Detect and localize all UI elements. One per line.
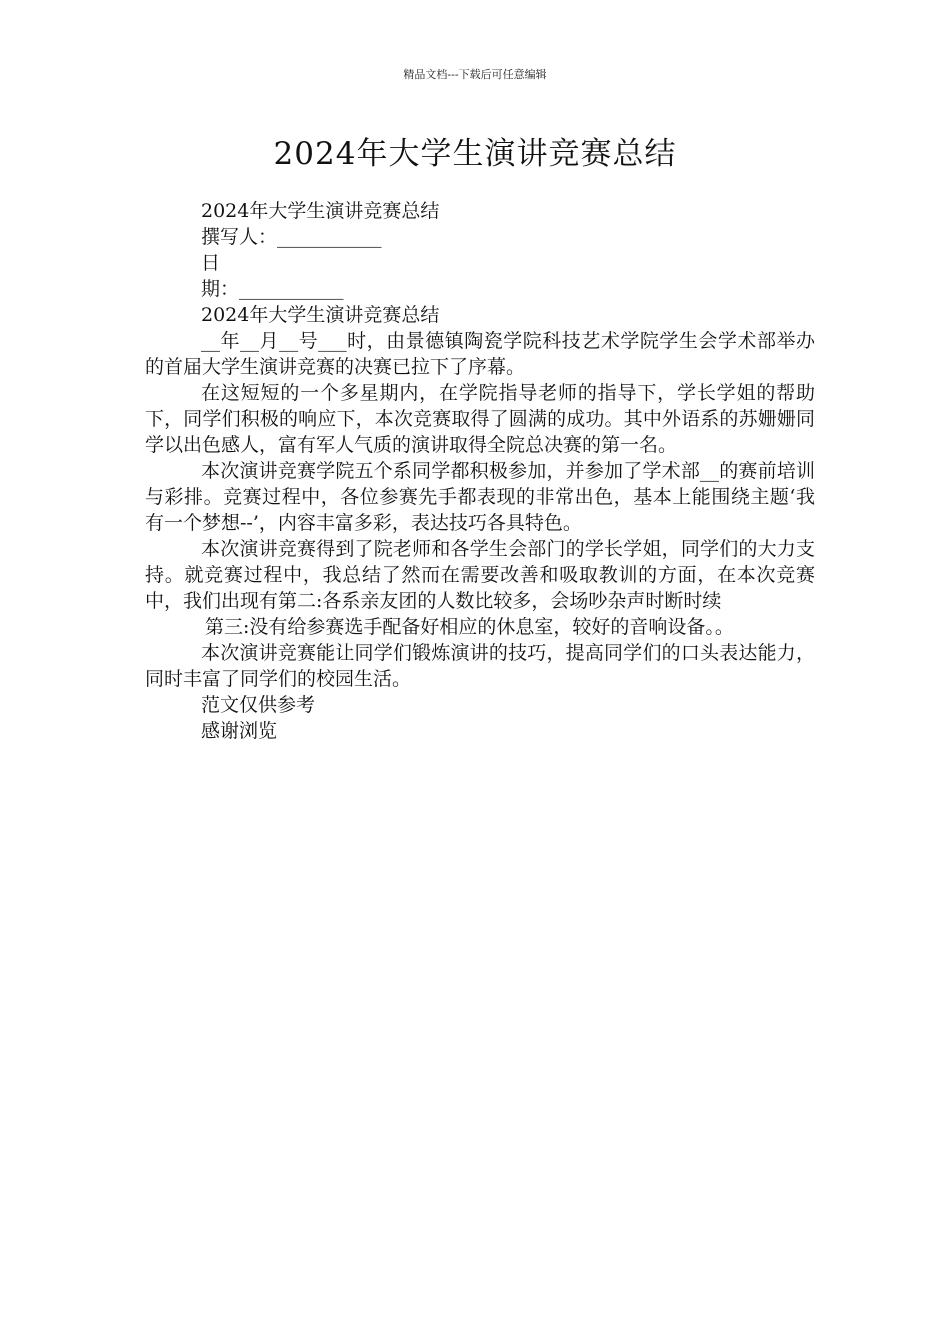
- header-note: 精品文档---下载后可任意编辑: [403, 68, 547, 81]
- paragraph: __年__月__号___时，由景德镇陶瓷学院科技艺术学院学生会学术部举办的首届大学生演讲竞赛的决赛已拉下了序幕。: [145, 330, 815, 378]
- paragraph: 本次演讲竞赛能让同学们锻炼演讲的技巧，提高同学们的口头表达能力，同时丰富了同学们的校园生活。: [145, 642, 815, 690]
- footer-thanks: 感谢浏览: [201, 720, 278, 742]
- footer-ref: 范文仅供参考: [201, 694, 316, 716]
- paragraph: 本次演讲竞赛得到了院老师和各学生会部门的学长学姐，同学们的大力支持。就竞赛过程中，我总结了然而在需要改善和吸取教训的方面，在本次竞赛中，我们出现有第二:各系亲友团的人数比较多，会场吵杂声时断时续: [145, 538, 815, 612]
- document-body: [145, 198, 815, 744]
- paragraph: 本次演讲竞赛学院五个系同学都积极参加，并参加了学术部__的赛前培训与彩排。竞赛过程中，各位参赛先手都表现的非常出色，基本上能围绕主题‘我有一个梦想--’，内容丰富多彩，表达技巧各具特色。: [145, 460, 815, 534]
- paragraph: 第三:没有给参赛选手配备好相应的休息室，较好的音响设备。。: [205, 616, 734, 638]
- title-repeat: 2024年大学生演讲竞赛总结: [201, 200, 440, 222]
- date-line-2: 期：___________: [201, 278, 344, 300]
- paragraph: 在这短短的一个多星期内，在学院指导老师的指导下，学长学姐的帮助下，同学们积极的响应下，本次竞赛取得了圆满的成功。其中外语系的苏姗姗同学以出色感人，富有军人气质的演讲取得全院总决赛的第一名。: [145, 382, 815, 456]
- document-title: 2024年大学生演讲竞赛总结: [273, 136, 677, 172]
- author-line: 撰写人：___________: [201, 226, 382, 248]
- date-line-1: 日: [201, 252, 221, 274]
- title-repeat-2: 2024年大学生演讲竞赛总结: [201, 304, 440, 326]
